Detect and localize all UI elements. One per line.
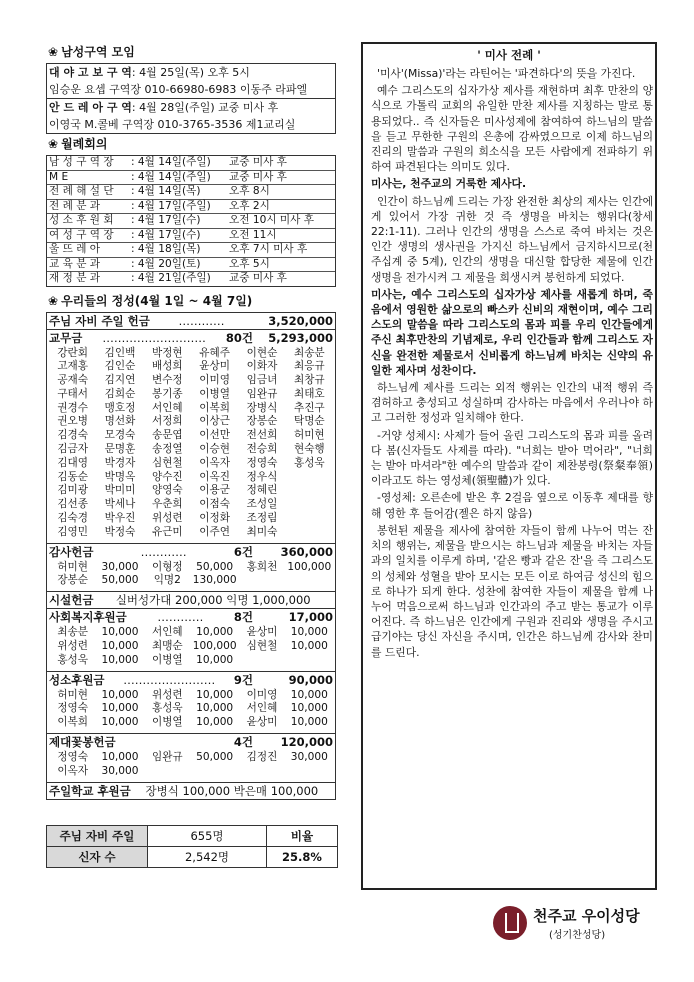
mass-liturgy-box [361, 42, 657, 890]
meeting-row: 울 뜨 레 아 : 4월 18일(목) 오후 7시 미사 후 [47, 243, 335, 258]
donor-entry: 10,000 [101, 653, 139, 666]
donor-name [286, 471, 333, 485]
vocation-header: 성소후원금 …………………… 9건 90,000 [49, 672, 333, 687]
donor-name: 봉기종 [151, 387, 183, 400]
attendance-row: 신자 수 2,542명 25.8% [47, 846, 337, 867]
donor-name: 이용군 [199, 484, 230, 497]
donor-name: 조성일 [246, 498, 278, 511]
mass-paragraph: 하느님께 제사를 드리는 외적 행위는 인간의 내적 행위 즉 겸허하고 충성되고 성실하며 감사하는 마음에서 우러나야 하고 그러한 정성과 일치해야 한다. [371, 381, 653, 425]
donor-entry: 10,000 [196, 702, 234, 715]
donor-name: 김인순 [104, 360, 136, 373]
donor-name: 우춘희 [151, 498, 183, 511]
donor-entry: 10,000 [290, 716, 328, 729]
donor-entry: 이미영 [246, 688, 278, 701]
donor-name: 이선만 [199, 429, 230, 442]
facility-row: 시설헌금 실버성가대 200,000 익명 1,000,000 [47, 591, 335, 608]
donor-name: 송정열 [151, 443, 183, 456]
donor-name: 추진구 [293, 401, 325, 414]
donor-entry: 김정진 [246, 751, 278, 764]
donor-name: 권오병 [57, 415, 89, 428]
donor-name: 박우진 [104, 512, 136, 525]
church-logo [493, 905, 640, 941]
monthly-section-title: ❀ 월례회의 [48, 137, 108, 151]
donor-name: 이주연 [199, 525, 230, 538]
donor-entry: 이병열 [151, 653, 183, 666]
donor-entry: 허미현 [57, 560, 89, 573]
donor-name: 최송분 [293, 346, 325, 359]
mass-paragraph: '미사'(Missa)'라는 라틴어는 '파견하다'의 뜻을 가진다. [377, 67, 636, 80]
donor-name: 김선종 [57, 498, 89, 511]
donor-entry: 10,000 [101, 716, 139, 729]
district-section-title: ❀ 남성구역 모임 [48, 45, 135, 59]
donor-entry [238, 654, 285, 668]
donor-name: 정영숙 [246, 456, 278, 469]
donor-entry: 30,000 [290, 751, 328, 764]
donor-name: 배성희 [151, 360, 183, 373]
donor-name [286, 526, 333, 540]
donor-name: 이승현 [199, 443, 230, 456]
donor-name: 이미영 [199, 374, 230, 387]
donor-entry: 30,000 [101, 764, 139, 777]
donor-name: 장봉순 [246, 415, 278, 428]
donor-name: 서인혜 [151, 401, 183, 414]
donor-entry: 이형정 [151, 560, 183, 573]
donor-entry: 10,000 [290, 626, 328, 639]
mass-paragraph: 인간이 하느님께 드리는 가장 완전한 최상의 제사는 인간에게 있어서 가장 귀한 것 즉 생명을 바치는 행위다(창세 22:1-11). 그러나 인간의 생명을 스스로 죽여 바치는 것은 인간 생명의 생사권을 가지신 하느님께서 금지하시므로(천주십계 중 5계), 인간의 생명을 대신할 합당한 제물에 인간 생명을 전가시켜 그 제물을 희생시켜 봉헌하게 되었다. [371, 194, 653, 284]
donor-entry [238, 574, 285, 588]
thanks-header: 감사헌금 ………… 6건 360,000 [49, 544, 333, 559]
donor-name: 김지연 [104, 374, 136, 387]
donor-name: 유혜주 [199, 346, 230, 359]
donor-entry: 서인혜 [246, 702, 278, 715]
donor-entry: 정영숙 [57, 751, 89, 764]
meeting-row: 교 육 분 과 : 4월 20일(토) 오후 5시 [47, 258, 335, 273]
donor-entry: 이병열 [151, 716, 183, 729]
mass-paragraph: 미사는, 예수 그리스도의 십자가상 제사를 새롭게 하며, 죽음에서 영원한 삶으로의 빠스카 신비의 재현이며, 예수 그리스도의 말씀을 따라 그리스도의 몸과 피를 우리 인간들에게 주신 최후만찬의 기념제로, 우리 인간들과 함께 그리스도 자신을 완전한 제물로서 신비롭게 하느님께 바치는 신약의 유일한 제사며 성찬이다. [371, 287, 653, 377]
donor-name: 명선화 [104, 415, 136, 428]
donor-name: 최창규 [293, 374, 325, 387]
welfare-header: 사회복지후원금 ………… 8건 17,000 [49, 610, 333, 625]
donor-name: 현숙행 [293, 443, 325, 456]
donor-name: 김경숙 [57, 429, 89, 442]
left-column [46, 42, 336, 800]
monthly-box [46, 155, 336, 287]
donor-entry: 10,000 [101, 626, 139, 639]
donor-name: 이상근 [199, 415, 230, 428]
offering-box [46, 312, 336, 800]
donor-entry: 윤상미 [246, 626, 278, 639]
donor-name: 김동순 [57, 470, 89, 483]
donor-entry: 130,000 [192, 574, 237, 587]
donor-name: 이복희 [199, 401, 230, 414]
donor-name: 위성련 [151, 512, 183, 525]
donor-name: 박정숙 [104, 525, 136, 538]
donor-name: 허미현 [293, 429, 325, 442]
meeting-row: 재 정 분 과 : 4월 21일(주일) 교중 미사 후 [49, 272, 287, 284]
donor-entry: 홍성욱 [151, 702, 183, 715]
donor-entry: 최맹순 [151, 640, 183, 653]
donor-name: 윤상미 [199, 360, 230, 373]
offering-section-title: ❀ 우리들의 정성(4월 1일 ~ 4월 7일) [48, 293, 253, 308]
donor-name: 정혜린 [246, 484, 278, 497]
donor-name: 장병식 [246, 401, 278, 414]
donor-name: 문명훈 [104, 443, 136, 456]
meeting-row: 남 성 구 역 장 : 4월 14일(주일) 교중 미사 후 [47, 156, 335, 171]
donor-name: 심현철 [151, 456, 183, 469]
donor-name: 이점숙 [199, 498, 230, 511]
gyobu-name-grid [47, 346, 335, 543]
donor-entry: 10,000 [290, 640, 328, 653]
donor-entry: 100,000 [287, 560, 332, 573]
donor-name: 김인백 [104, 346, 136, 359]
meeting-row: 여 성 구 역 장 : 4월 17일(수) 오전 11시 [47, 229, 335, 244]
donor-name: 임완규 [246, 387, 278, 400]
donor-entry: 이옥자 [57, 764, 89, 777]
donor-name: 고재홍 [57, 360, 89, 373]
meeting-row: 성 소 후 원 회 : 4월 17일(수) 오전 10시 미사 후 [47, 214, 335, 229]
mass-paragraph: 봉헌된 제물을 제사에 참여한 자들이 함께 나누어 먹는 잔치의 행위는, 제물을 받으시는 하느님과 제물을 바치는 자들과의 일치를 이루게 하며, '같은 빵과 같은 잔'을 즉 그리스도의 성체와 성혈을 받아 모시는 모든 이로 하여금 성신의 힘으로 하나가 되게 한다. 성찬에 참여한 자들이 제물을 함께 나누어 먹음으로써 하느님과 인간과의 주고 받는 통교가 이루어진다. 즉 하느님은 인간에게 구원과 진리와 생명을 주시고 급기야는 당신 자신을 주시며, 인간은 하느님께 감사와 찬미를 드린다. [371, 523, 653, 659]
donor-name: 구태서 [57, 387, 89, 400]
donor-name: 전승희 [246, 443, 278, 456]
donor-name: 이옥진 [199, 470, 230, 483]
donor-name: 김미광 [57, 484, 89, 497]
donor-entry [144, 765, 191, 779]
meeting-row: M E : 4월 14일(주일) 교중 미사 후 [47, 171, 335, 186]
donor-name: 박세나 [104, 498, 136, 511]
donor-entry: 10,000 [196, 688, 234, 701]
donor-name: 유근미 [151, 525, 183, 538]
donor-entry: 정영숙 [57, 702, 89, 715]
donor-entry [191, 765, 238, 779]
church-seal-icon [493, 906, 527, 940]
donor-name: 최미숙 [246, 525, 278, 538]
donor-entry: 50,000 [196, 560, 234, 573]
donor-name: 공재숙 [57, 374, 89, 387]
district-row: 임승운 요셉 구역장 010-66980-6983 이동주 라파엘 [49, 83, 308, 96]
sunday-offering-row: 주님 자비 주일 헌금 ………… 3,520,000 [49, 313, 333, 328]
flower-icon: ❀ [48, 293, 59, 308]
donor-name: 최태호 [293, 387, 325, 400]
donor-name: 권경수 [57, 401, 89, 414]
mass-paragraph: -거양 성체시: 사제가 들어 올린 그리스도의 몸과 피를 올려다 봄(신자들도 사제를 따라). "너희는 받아 먹어라", "너희는 받아 마셔라"한 예수의 말씀과 같이 제찬봉령(祭粲奉領)이라고도 하는 영성체(領聖體)가 있다. [371, 428, 653, 488]
donor-name: 최응규 [293, 360, 325, 373]
donor-entry: 익명2 [153, 574, 181, 587]
vocation-grid [47, 688, 335, 733]
donor-entry: 위성련 [151, 688, 183, 701]
donor-entry: 10,000 [290, 702, 328, 715]
donor-entry: 홍희천 [246, 560, 278, 573]
donor-name: 박정현 [151, 346, 183, 359]
school-row: 주일학교 후원금 장병식 100,000 박은매 100,000 [47, 782, 335, 799]
welfare-grid [47, 625, 335, 670]
donor-entry: 30,000 [101, 560, 139, 573]
donor-name: 이화자 [246, 360, 278, 373]
thanks-grid [47, 560, 335, 592]
donor-name: 김금자 [57, 443, 89, 456]
donor-name: 모경숙 [104, 429, 136, 442]
donor-name: 김희순 [104, 387, 136, 400]
donor-entry: 50,000 [101, 574, 139, 587]
donor-entry: 최송분 [57, 626, 89, 639]
donor-entry: 10,000 [196, 716, 234, 729]
donor-name: 조정림 [246, 512, 278, 525]
donor-entry: 10,000 [101, 640, 139, 653]
donor-name: 서정희 [151, 415, 183, 428]
donor-name: 강란회 [57, 346, 89, 359]
donor-name: 박미미 [104, 484, 136, 497]
donor-name: 양영숙 [151, 484, 183, 497]
donor-entry: 10,000 [196, 653, 234, 666]
donor-name: 이현순 [246, 346, 278, 359]
donor-name [286, 512, 333, 526]
donor-name: 이정화 [199, 512, 230, 525]
donor-entry: 장봉순 [57, 574, 89, 587]
donor-entry: 10,000 [101, 702, 139, 715]
donor-entry: 50,000 [196, 751, 234, 764]
mass-text [363, 66, 655, 660]
district-row: 대 야 고 보 구 역: 4월 25일(목) 오후 5시 [49, 66, 250, 79]
mass-paragraph: 미사는, 천주교의 거룩한 제사다. [371, 177, 527, 191]
donor-name: 임금녀 [246, 374, 278, 387]
donor-name: 양수진 [151, 470, 183, 483]
meeting-row: 전 례 해 설 단 : 4월 14일(목) 오후 8시 [47, 185, 335, 200]
district-row: 이영국 M.콜베 구역장 010-3765-3536 제1교리실 [49, 118, 296, 131]
donor-name: 이옥자 [199, 456, 230, 469]
donor-entry: 홍성욱 [57, 653, 89, 666]
attendance-row: 주님 자비 주일 655명 비율 [47, 826, 337, 846]
donor-name: 변수정 [151, 374, 183, 387]
altar-header: 제대꽃봉헌금 4건 120,000 [49, 735, 333, 750]
altar-grid [47, 750, 335, 782]
mass-title: ' 미사 전례 ' [477, 48, 541, 62]
donor-entry: 서인혜 [151, 626, 183, 639]
donor-entry: 10,000 [101, 688, 139, 701]
gyobu-header: 교무금 ……………………… 80건 5,293,000 [49, 330, 333, 345]
donor-entry: 윤상미 [246, 716, 278, 729]
donor-name: 송문엽 [151, 429, 183, 442]
donor-name: 이병열 [199, 387, 230, 400]
district-box [46, 63, 336, 134]
church-name: 천주교 우이성당 [533, 907, 640, 925]
mass-paragraph: 예수 그리스도의 십자가상 제사를 재현하며 최후 만찬의 양식으로 가톨릭 교회의 유일한 만찬 제사를 지칭하는 말로 통용되었다.. 즉 신자들은 미사성제에 참여하여 하느님의 말씀을 듣고 무한한 구원의 은총에 감싸였으므로 이제 하느님의 진리의 말씀과 구원의 희소식을 모든 사람에게 전파하기 위하여 파견된다는 의미도 있다. [371, 84, 653, 174]
mass-paragraph: -영성체: 오른손에 받은 후 2걸음 옆으로 이동후 제대를 향해 영한 후 들어감(젤은 하지 않음) [371, 491, 653, 520]
donor-name: 홍성욱 [293, 456, 325, 469]
donor-name [286, 484, 333, 498]
donor-name: 정우식 [246, 470, 278, 483]
donor-name: 전선희 [246, 429, 278, 442]
donor-entry: 이복희 [57, 716, 89, 729]
donor-entry: 10,000 [196, 626, 234, 639]
donor-name: 탁명순 [293, 415, 325, 428]
donor-entry [286, 654, 333, 668]
church-subname: (성기찬성당) [549, 930, 606, 941]
district-row: 안 드 레 아 구 역: 4월 28일(주일) 교중 미사 후 [47, 98, 335, 116]
donor-entry [286, 574, 333, 588]
donor-name: 김영민 [57, 525, 89, 538]
donor-name: 박명옥 [104, 470, 136, 483]
flower-icon: ❀ [48, 137, 59, 151]
donor-entry: 허미현 [57, 688, 89, 701]
meeting-row: 전 례 분 과 : 4월 17일(주일) 오후 2시 [47, 200, 335, 215]
donor-entry: 10,000 [101, 751, 139, 764]
donor-entry: 100,000 [192, 640, 237, 653]
donor-name: 김숙경 [57, 512, 89, 525]
attendance-table [46, 825, 338, 868]
donor-entry: 위성련 [57, 640, 89, 653]
donor-entry: 임완규 [151, 751, 183, 764]
donor-name [286, 498, 333, 512]
donor-name: 김대영 [57, 456, 89, 469]
donor-name: 박경자 [104, 456, 136, 469]
flower-icon: ❀ [48, 45, 59, 59]
donor-entry: 심현철 [246, 640, 278, 653]
donor-name: 맹호정 [104, 401, 136, 414]
donor-entry: 10,000 [290, 688, 328, 701]
